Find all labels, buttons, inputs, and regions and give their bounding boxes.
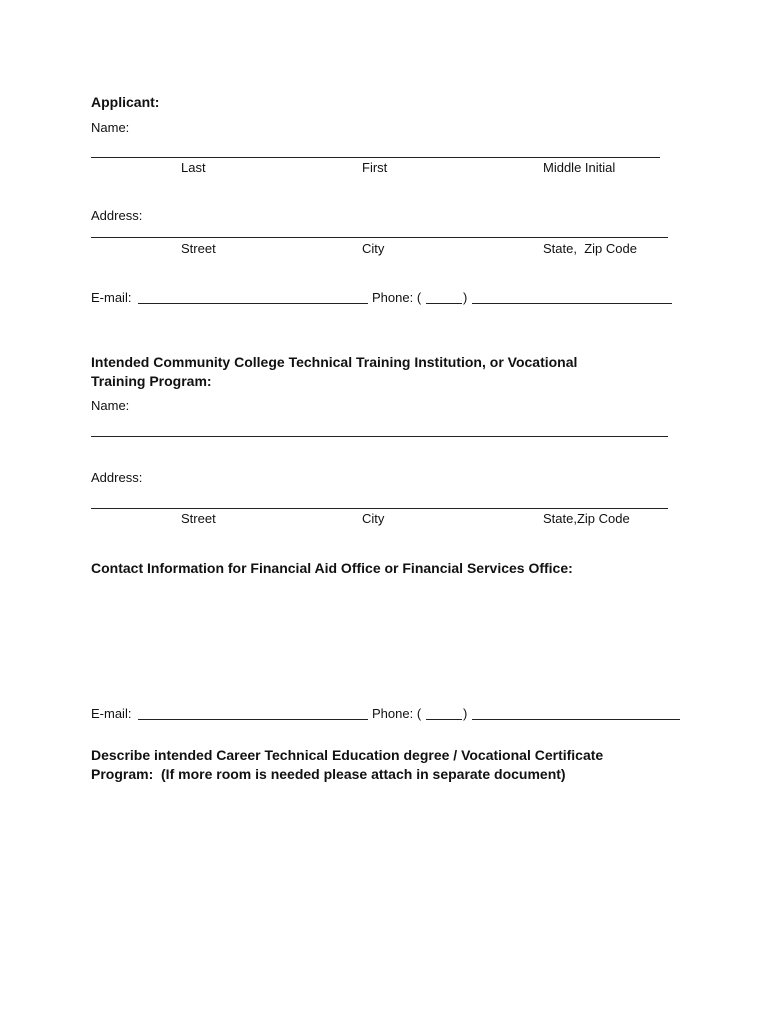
applicant-heading: Applicant: [91,94,160,110]
institution-heading-line1: Intended Community College Technical Training Institution, or Vocational [91,354,578,370]
program-heading-line1: Describe intended Career Technical Education degree / Vocational Certificate [91,747,604,763]
financial-aid-phone-line[interactable] [472,719,680,720]
financial-aid-phone-close: ) [463,706,468,721]
applicant-phone-area-line[interactable] [426,303,462,304]
financial-aid-heading: Contact Information for Financial Aid Office or Financial Services Office: [91,560,573,576]
institution-address-line[interactable] [91,508,668,509]
applicant-name-sublabel-middle: Middle Initial [543,160,616,175]
institution-name-label: Name: [91,398,130,413]
applicant-name-label: Name: [91,120,130,135]
applicant-name-line[interactable] [91,157,660,158]
applicant-email-label: E-mail: [91,290,132,305]
applicant-address-line[interactable] [91,237,668,238]
applicant-address-sublabel-city: City [362,241,385,256]
institution-address-sublabel-state-zip: State,Zip Code [543,511,630,526]
institution-address-label: Address: [91,470,143,485]
institution-heading-line2: Training Program: [91,373,212,389]
financial-aid-phone-area-line[interactable] [426,719,462,720]
institution-name-line[interactable] [91,436,668,437]
financial-aid-email-label: E-mail: [91,706,132,721]
applicant-address-label: Address: [91,208,143,223]
applicant-address-sublabel-state-zip: State, Zip Code [543,241,637,256]
applicant-email-line[interactable] [138,303,368,304]
program-heading-line2: Program: (If more room is needed please attach in separate document) [91,766,566,782]
applicant-name-sublabel-last: Last [181,160,206,175]
applicant-phone-label: Phone: ( [372,290,422,305]
institution-address-sublabel-street: Street [181,511,216,526]
applicant-name-sublabel-first: First [362,160,388,175]
financial-aid-email-line[interactable] [138,719,368,720]
institution-address-sublabel-city: City [362,511,385,526]
applicant-phone-line[interactable] [472,303,672,304]
financial-aid-phone-label: Phone: ( [372,706,422,721]
applicant-address-sublabel-street: Street [181,241,216,256]
applicant-phone-close: ) [463,290,468,305]
